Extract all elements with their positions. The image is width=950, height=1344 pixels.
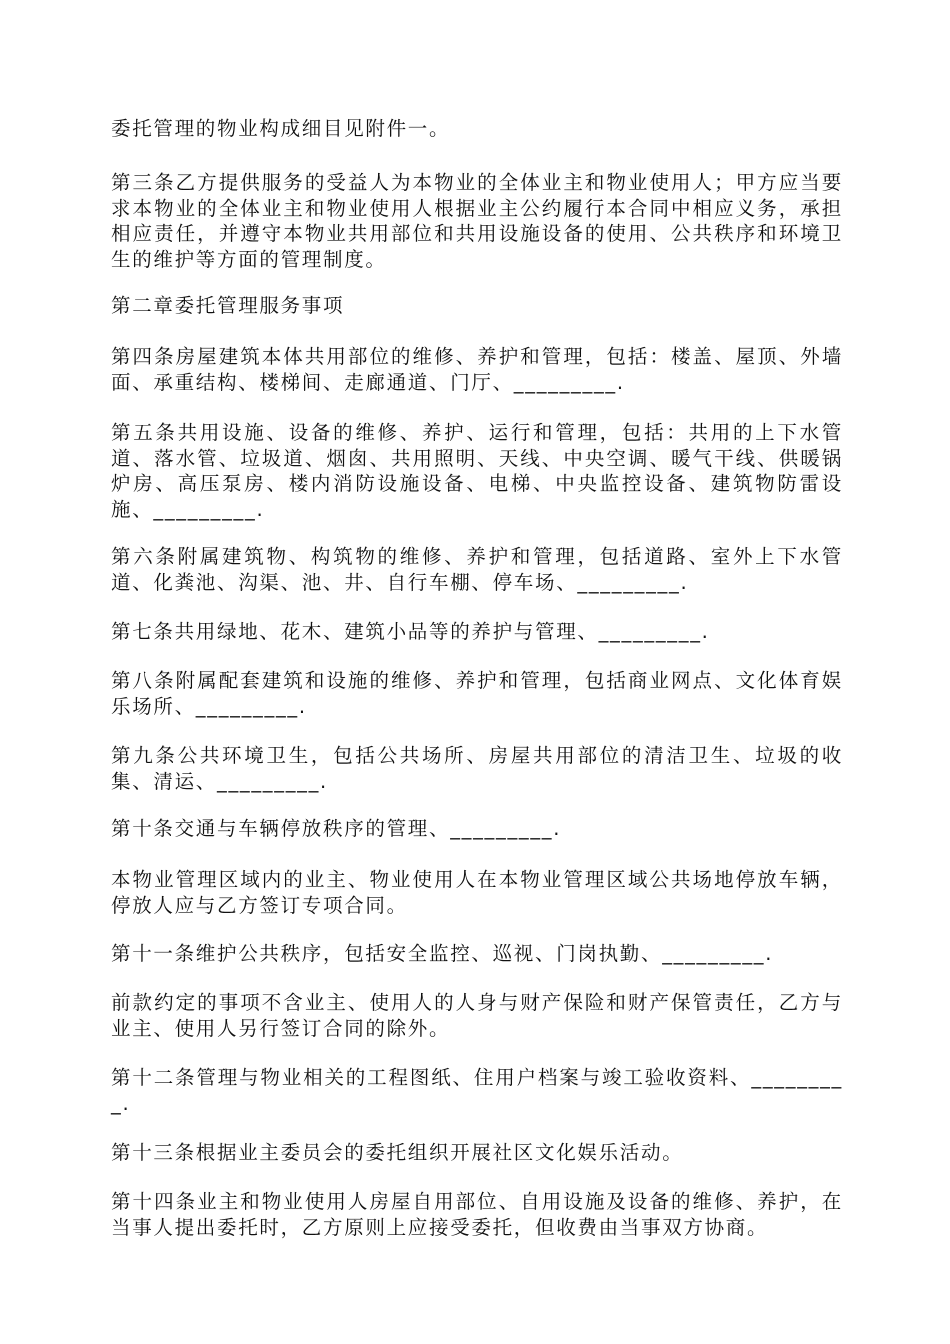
paragraph-annex-reference: 委托管理的物业构成细目见附件一。 — [111, 117, 451, 140]
paragraph-article-7: 第七条共用绿地、花木、建筑小品等的养护与管理、_________. — [111, 620, 710, 643]
paragraph-article-11: 第十一条维护公共秩序，包括安全监控、巡视、门岗执勤、_________. — [111, 942, 774, 965]
chapter-heading: 第二章委托管理服务事项 — [111, 294, 345, 317]
paragraph-article-8: 第八条附属配套建筑和设施的维修、养护和管理，包括商业网点、文化体育娱乐场所、_________. — [111, 669, 843, 718]
paragraph-article-13: 第十三条根据业主委员会的委托组织开展社区文化娱乐活动。 — [111, 1141, 684, 1164]
paragraph-article-10: 第十条交通与车辆停放秩序的管理、_________. — [111, 817, 562, 840]
paragraph-parking: 本物业管理区域内的业主、物业使用人在本物业管理区域公共场地停放车辆，停放人应与乙方签订专项合同。 — [111, 868, 843, 917]
paragraph-article-5: 第五条共用设施、设备的维修、养护、运行和管理，包括：共用的上下水管道、落水管、垃圾道、烟囱、共用照明、天线、中央空调、暖气干线、供暖锅炉房、高压泵房、楼内消防设施设备、电梯、中央监控设备、建筑物防雷设施、_________. — [111, 421, 843, 521]
paragraph-article-4: 第四条房屋建筑本体共用部位的维修、养护和管理，包括：楼盖、屋顶、外墙面、承重结构、楼梯间、走廊通道、门厅、_________. — [111, 345, 843, 394]
paragraph-insurance-exclusion: 前款约定的事项不含业主、使用人的人身与财产保险和财产保管责任，乙方与业主、使用人另行签订合同的除外。 — [111, 991, 843, 1040]
paragraph-article-14: 第十四条业主和物业使用人房屋自用部位、自用设施及设备的维修、养护，在当事人提出委托时，乙方原则上应接受委托，但收费由当事双方协商。 — [111, 1190, 843, 1239]
paragraph-article-3: 第三条乙方提供服务的受益人为本物业的全体业主和物业使用人；甲方应当要求本物业的全体业主和物业使用人根据业主公约履行本合同中相应义务，承担相应责任，并遵守本物业共用部位和共用设施设备的使用、公共秩序和环境卫生的维护等方面的管理制度。 — [111, 171, 843, 271]
paragraph-article-12: 第十二条管理与物业相关的工程图纸、住用户档案与竣工验收资料、_________. — [111, 1066, 843, 1115]
paragraph-article-6: 第六条附属建筑物、构筑物的维修、养护和管理，包括道路、室外上下水管道、化粪池、沟渠、池、井、自行车棚、停车场、_________. — [111, 545, 843, 594]
paragraph-article-9: 第九条公共环境卫生，包括公共场所、房屋共用部位的清洁卫生、垃圾的收集、清运、_________. — [111, 744, 843, 793]
